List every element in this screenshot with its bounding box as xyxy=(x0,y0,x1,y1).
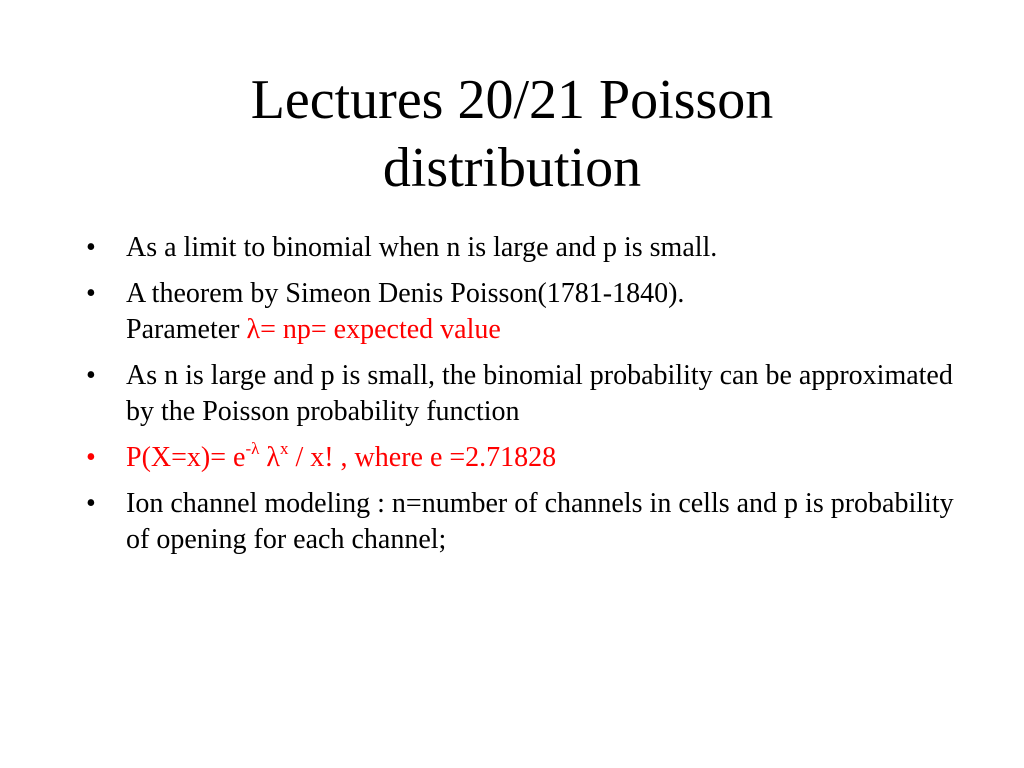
parameter-value: λ= np= expected value xyxy=(246,314,501,345)
title-line-1: Lectures 20/21 Poisson xyxy=(250,69,774,131)
bullet-text: Ion channel modeling : n=number of channels in cells and p is probability of opening for each channel; xyxy=(126,488,954,555)
bullet-dot: • xyxy=(86,278,96,309)
formula-exponent-1: -λ xyxy=(245,439,260,458)
bullet-text: As n is large and p is small, the binomial probability can be approximated by the Poisson probability function xyxy=(126,360,953,427)
bullet-item-approximation xyxy=(86,358,966,430)
bullet-item-limit xyxy=(86,230,966,266)
bullet-text: As a limit to binomial when n is large and p is small. xyxy=(126,232,718,263)
bullet-dot: • xyxy=(86,442,96,473)
formula-exponent-2: x xyxy=(279,439,289,458)
bullet-dot: • xyxy=(86,232,96,263)
parameter-label: Parameter xyxy=(126,314,247,345)
bullet-item-theorem xyxy=(86,276,966,348)
bullet-dot: • xyxy=(86,488,96,519)
bullet-text: A theorem by Simeon Denis Poisson(1781-1840). xyxy=(126,278,685,309)
formula-lambda: λ xyxy=(259,442,280,473)
slide-title xyxy=(120,66,904,202)
formula-suffix: / x! , where e =2.71828 xyxy=(288,442,557,473)
bullet-item-formula xyxy=(86,440,966,476)
bullet-dot: • xyxy=(86,360,96,391)
formula-prefix: P(X=x)= e xyxy=(126,442,246,473)
bullet-item-ion-channel xyxy=(86,486,966,558)
bullet-list xyxy=(86,230,966,568)
title-line-2: distribution xyxy=(382,137,642,199)
